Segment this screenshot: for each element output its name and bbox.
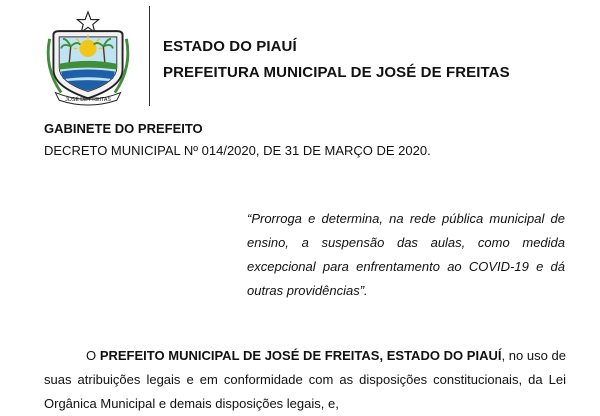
body-subject: PREFEITO MUNICIPAL DE JOSÉ DE FREITAS, ESTADO DO PIAUÍ bbox=[99, 348, 502, 363]
decree-summary: “Prorroga e determina, na rede pública municipal de ensino, a suspensão das aulas, como medida excepcional para enfrentamento ao COVID-19 e dá outras providências”. bbox=[247, 211, 565, 298]
decree-title: DECRETO MUNICIPAL Nº 014/2020, DE 31 DE MARÇO DE 2020. bbox=[44, 143, 431, 158]
body-paragraph bbox=[44, 344, 566, 416]
header-divider bbox=[149, 6, 150, 106]
municipality-name: PREFEITURA MUNICIPAL DE JOSÉ DE FREITAS bbox=[163, 64, 510, 81]
office-heading: GABINETE DO PREFEITO bbox=[44, 121, 203, 136]
state-name: ESTADO DO PIAUÍ bbox=[163, 38, 297, 55]
seal-caption: JOSÉ DE FREITAS bbox=[65, 97, 111, 104]
municipal-seal-icon bbox=[40, 10, 136, 106]
body-rest: , no uso de suas atribuições legais e em conformidade com as disposições constitucionais, da Lei Orgânica Municipal e demais disposições legais, e, bbox=[44, 348, 566, 411]
body-lead: O bbox=[86, 348, 97, 363]
